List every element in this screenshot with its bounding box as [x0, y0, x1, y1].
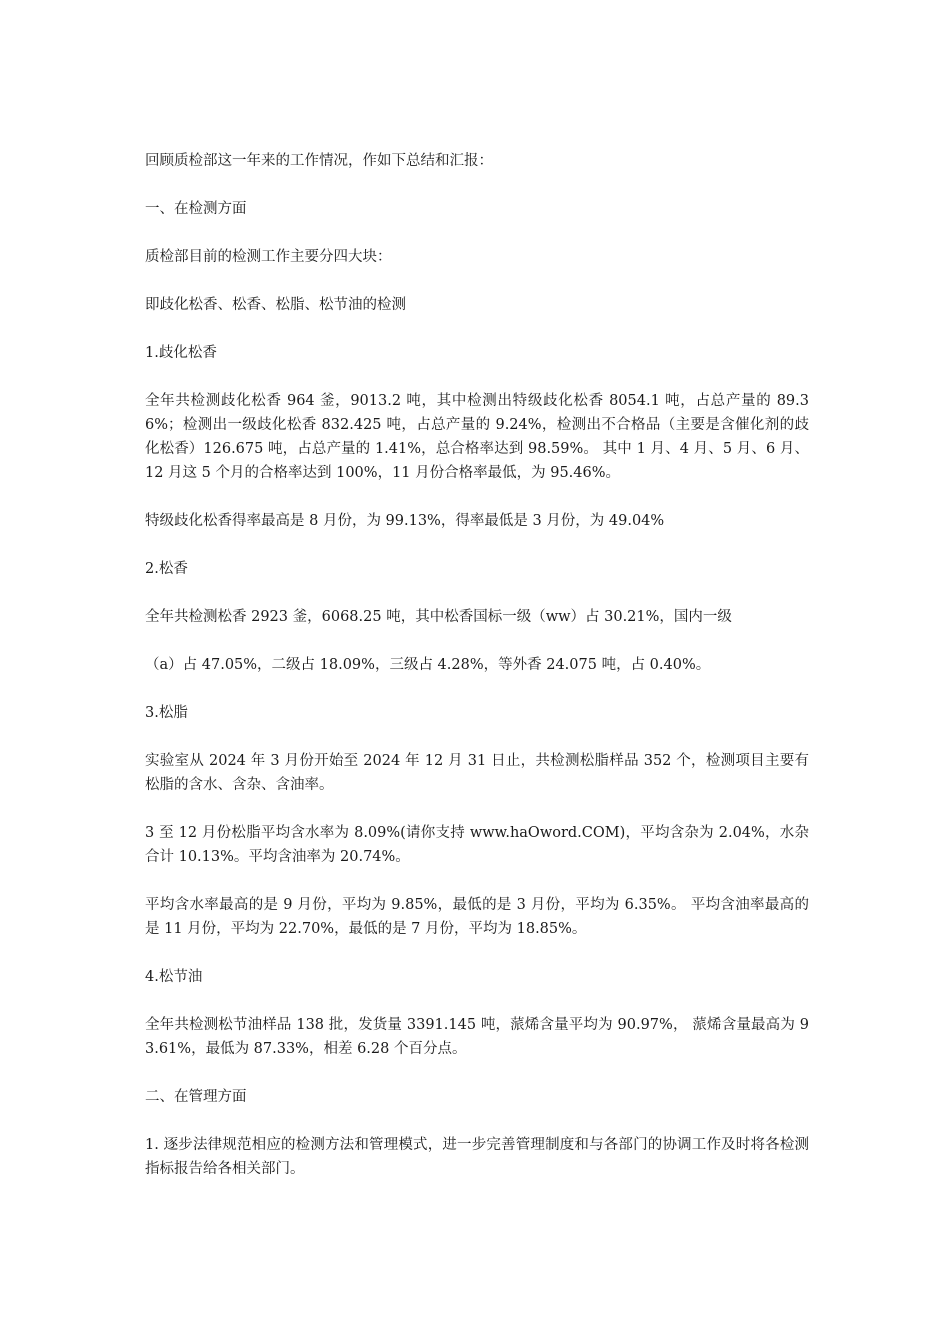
- paragraph: 全年共检测松节油样品 138 批，发货量 3391.145 吨，蒎烯含量平均为 90.97%， 蒎烯含量最高为 93.61%，最低为 87.33%，相差 6.28 个百分点。: [145, 1017, 809, 1057]
- subheading-disproportionated-rosin: 1.歧化松香: [145, 345, 217, 361]
- paragraph: 3 至 12 月份松脂平均含水率为 8.09%(请你支持 www.haOword.COM)，平均含杂为 2.04%，水杂合计 10.13%。平均含油率为 20.74%。: [145, 825, 809, 865]
- intro-paragraph: 回顾质检部这一年来的工作情况，作如下总结和汇报：: [145, 153, 493, 169]
- section-heading-management: 二、在管理方面: [145, 1089, 247, 1105]
- subheading-turpentine: 4.松节油: [145, 969, 203, 985]
- paragraph: （a）占 47.05%，二级占 18.09%，三级占 4.28%，等外香 24.075 吨，占 0.40%。: [145, 657, 711, 673]
- paragraph: 实验室从 2024 年 3 月份开始至 2024 年 12 月 31 日止，共检测松脂样品 352 个，检测项目主要有松脂的含水、含杂、含油率。: [145, 753, 809, 793]
- paragraph: 全年共检测松香 2923 釜，6068.25 吨，其中松香国标一级（ww）占 30.21%，国内一级: [145, 609, 732, 625]
- paragraph: 平均含水率最高的是 9 月份，平均为 9.85%，最低的是 3 月份，平均为 6.35%。 平均含油率最高的是 11 月份，平均为 22.70%，最低的是 7 月份，平均为 18.85%。: [145, 897, 809, 937]
- paragraph: 质检部目前的检测工作主要分四大块：: [145, 249, 392, 265]
- subheading-rosin: 2.松香: [145, 561, 188, 577]
- paragraph: 即歧化松香、松香、松脂、松节油的检测: [145, 297, 406, 313]
- subheading-pine-resin: 3.松脂: [145, 705, 188, 721]
- paragraph: 特级歧化松香得率最高是 8 月份，为 99.13%，得率最低是 3 月份，为 49.04%: [145, 513, 665, 529]
- paragraph: 1. 逐步法律规范相应的检测方法和管理模式，进一步完善管理制度和与各部门的协调工作及时将各检测指标报告给各相关部门。: [145, 1137, 809, 1177]
- document-body: [145, 149, 809, 1205]
- paragraph: 全年共检测歧化松香 964 釜，9013.2 吨，其中检测出特级歧化松香 8054.1 吨，占总产量的 89.36%；检测出一级歧化松香 832.425 吨，占总产量的 9.24%，检测出不合格品（主要是含催化剂的歧化松香）126.675 吨，占总产量的 1.41%，总合格率达到 98.59%。 其中 1 月、4 月、5 月、6 月、12 月这 5 个月的合格率达到 100%，11 月份合格率最低，为 95.46%。: [145, 393, 809, 481]
- section-heading-testing: 一、在检测方面: [145, 201, 247, 217]
